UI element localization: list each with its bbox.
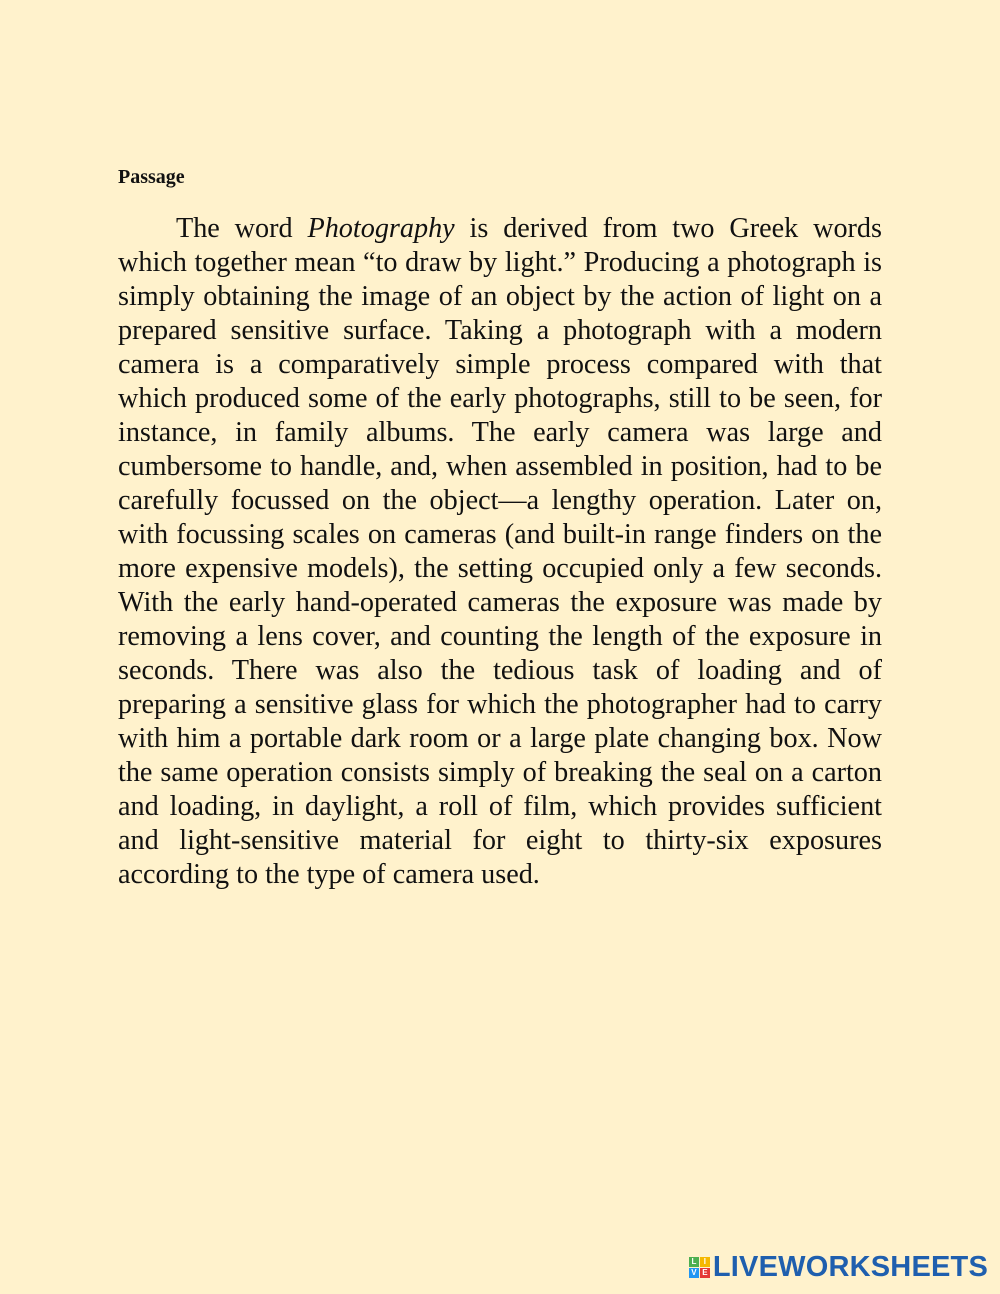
passage-text-italic-word: Photography: [307, 213, 455, 244]
passage-text: [118, 212, 882, 892]
logo-wordmark: LIVEWORKSHEETS: [712, 1251, 988, 1283]
liveworksheets-logo-icon: [689, 1257, 710, 1278]
passage-text-start: The word: [176, 213, 308, 244]
logo-square-v: V: [689, 1268, 699, 1278]
passage-heading: Passage: [118, 166, 185, 188]
logo-square-i: I: [700, 1257, 710, 1267]
logo-square-e: E: [700, 1268, 710, 1278]
liveworksheets-logo: [689, 1251, 988, 1284]
logo-square-l: L: [689, 1257, 699, 1267]
passage-text-rest: is derived from two Greek words which together mean “to draw by light.” Producing a photograph is simply obtaining the image of an object by the action of light on a prepared sensitive surface. Taking a photograph with a modern camera is a comparatively simple process compared with that which produced some of the early photographs, still to be seen, for instance, in family albums. The early camera was large and cumbersome to handle, and, when assembled in position, had to be carefully focussed on the object—a lengthy operation. Later on, with focussing scales on cameras (and built-in range finders on the more expensive models), the setting occupied only a few seconds. With the early hand-operated cameras the exposure was made by removing a lens cover, and counting the length of the exposure in seconds. There was also the tedious task of loading and of preparing a sensitive glass for which the photographer had to carry with him a portable dark room or a large plate changing box. Now the same operation consists simply of breaking the seal on a carton and loading, in daylight, a roll of film, which provides sufficient and light-sensitive material for eight to thirty-six exposures according to the type of camera used.: [118, 213, 882, 890]
